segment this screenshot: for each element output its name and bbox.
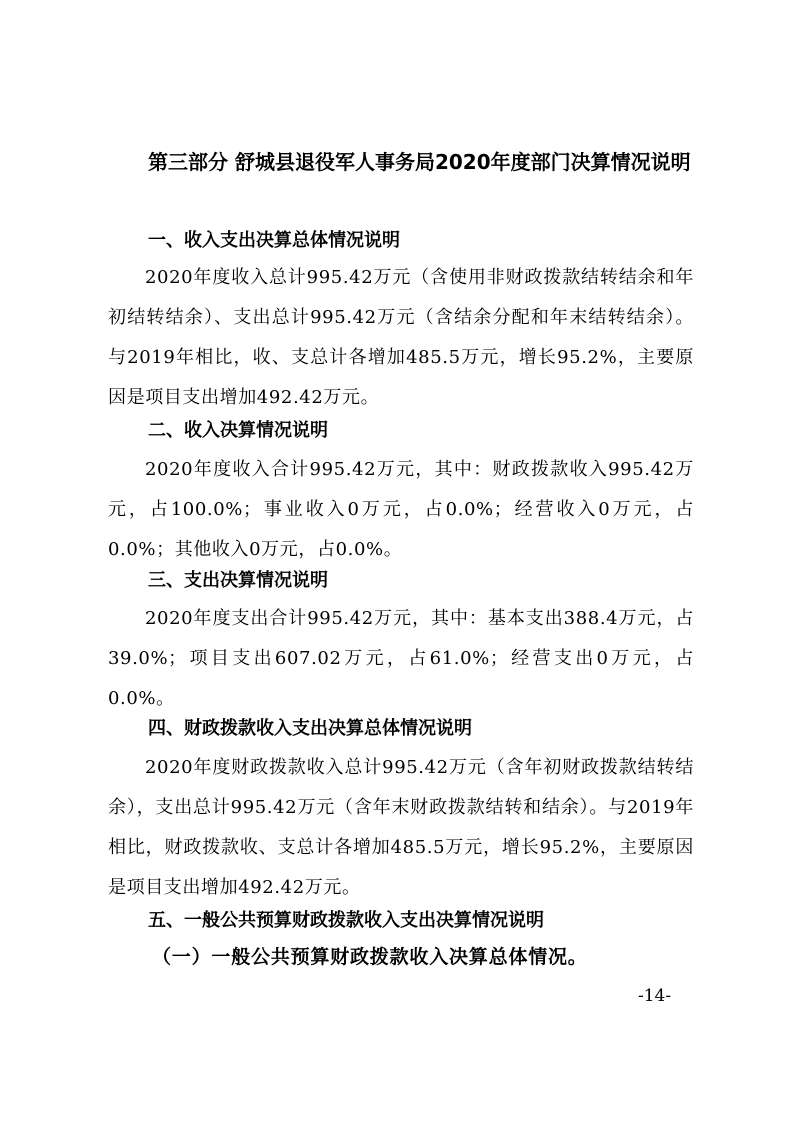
page-title: 第三部分 舒城县退役军人事务局2020年度部门决算情况说明 xyxy=(148,150,691,174)
section-body-2: 2020年度收入合计995.42万元，其中：财政拨款收入995.42万元，占100.0%；事业收入0万元，占0.0%；经营收入0万元，占0.0%；其他收入0万元，占0.0%。 xyxy=(108,459,694,560)
section-body-1: 2020年度收入总计995.42万元（含使用非财政拨款结转结余和年初结转结余）、支出总计995.42万元（含结余分配和年末结转结余）。与2019年相比，收、支总计各增加485.5万元，增长95.2%，主要原因是项目支出增加492.42万元。 xyxy=(108,267,694,408)
section-heading-3: 三、支出决算情况说明 xyxy=(148,570,328,591)
section-heading-4: 四、财政拨款收入支出决算总体情况说明 xyxy=(148,718,472,739)
page-number: -14- xyxy=(638,986,672,1006)
section-body-3: 2020年度支出合计995.42万元，其中：基本支出388.4万元，占39.0%；项目支出607.02万元，占61.0%；经营支出0万元，占0.0%。 xyxy=(108,608,694,709)
section-body-4: 2020年度财政拨款收入总计995.42万元（含年初财政拨款结转结余），支出总计995.42万元（含年末财政拨款结转和结余）。与2019年相比，财政拨款收、支总计各增加485.5万元，增长95.2%，主要原因是项目支出增加492.42万元。 xyxy=(108,757,694,898)
subsection-heading: （一）一般公共预算财政拨款收入决算总体情况。 xyxy=(152,946,588,968)
section-heading-1: 一、收入支出决算总体情况说明 xyxy=(148,230,400,251)
section-heading-5: 五、一般公共预算财政拨款收入支出决算情况说明 xyxy=(148,910,544,931)
section-heading-2: 二、收入决算情况说明 xyxy=(148,420,328,441)
